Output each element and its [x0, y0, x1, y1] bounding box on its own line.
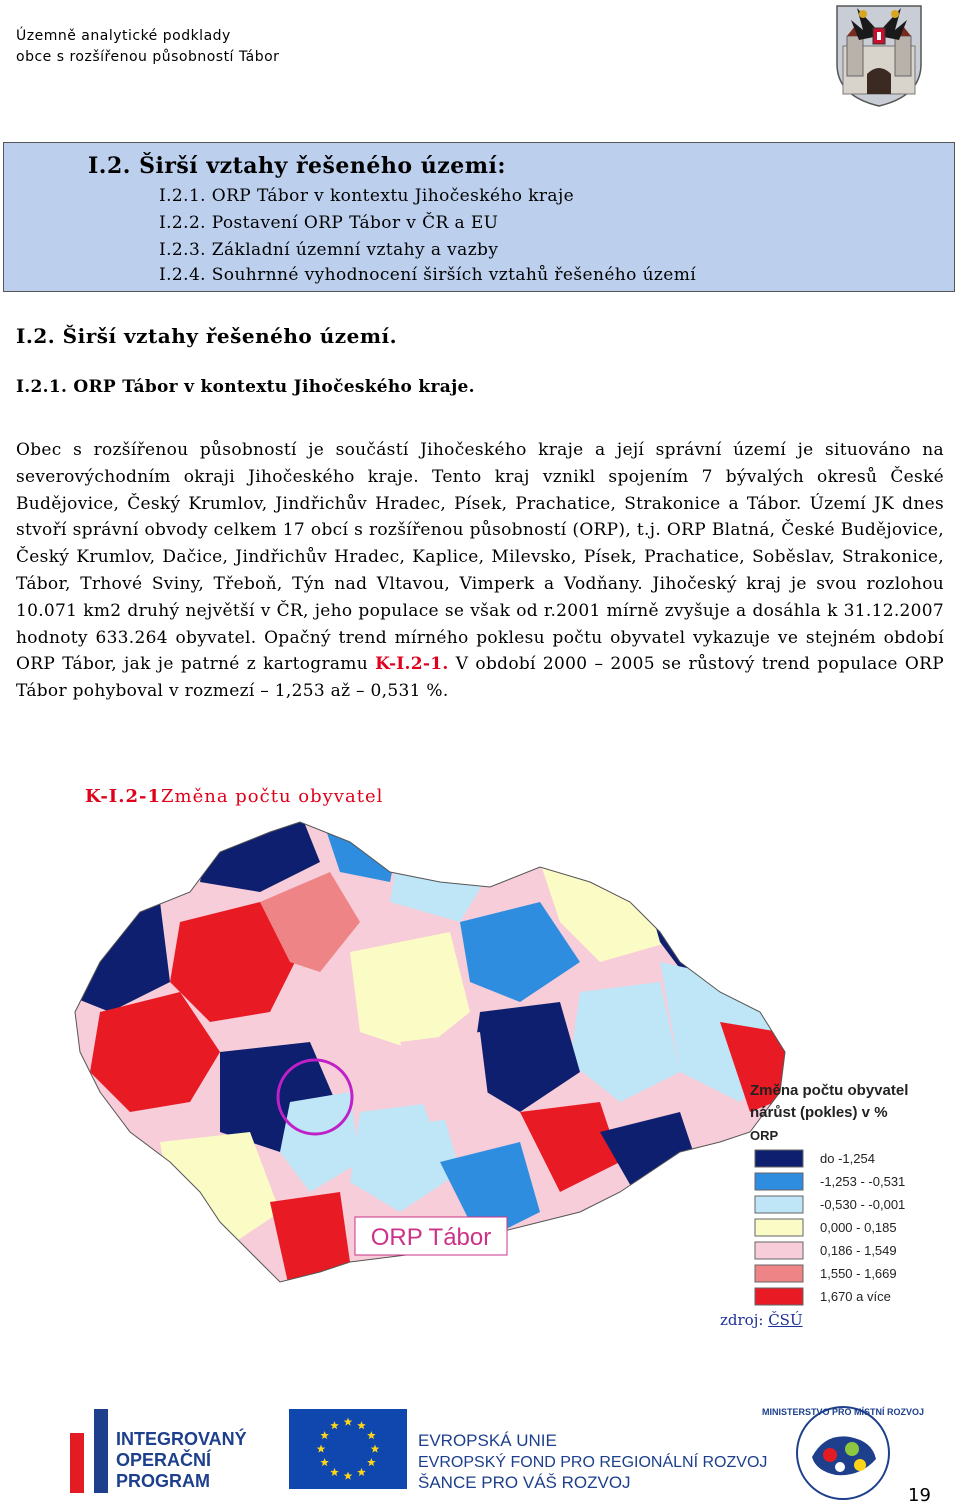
legend-label: 0,000 - 0,185: [820, 1220, 897, 1235]
figure-title: Změna počtu obyvatel: [161, 786, 384, 807]
legend-swatch: [755, 1219, 803, 1236]
table-of-contents-box: [3, 142, 955, 292]
orp-tabor-label: ORP Tábor: [370, 1224, 492, 1251]
legend-swatch: [755, 1265, 803, 1282]
cartogram-reference: K-I.2-1.: [375, 654, 449, 675]
legend-subtitle: ORP: [750, 1128, 779, 1143]
figure-caption: [85, 786, 383, 807]
eu-text: EVROPSKÁ UNIE: [418, 1431, 557, 1450]
legend-swatch: [755, 1173, 803, 1190]
iop-text: INTEGROVANÝ: [116, 1429, 247, 1449]
toc-title: I.2. Širší vztahy řešeného území:: [88, 153, 506, 179]
paragraph-text: Obec s rozšířenou působností je součástí Jihočeského kraje a její správní území je situováno na severovýchodním okraji Jihočeského kraje. Tento kraj vznikl spojením 7 bývalých okresů České Budějovice, Český Krumlov, Jindřichův Hradec, Písek, Prachatice, Strakonice a Tábor. Území JK dnes stvoří správní obvody celkem 17 obcí s rozšířenou působností (ORP), t.j. ORP Blatná, České Budějovice, Český Krumlov, Dačice, Jindřichův Hradec, Kaplice, Milevsko, Písek, Prachatice, Soběslav, Strakonice, Tábor, Trhové Sviny, Třeboň, Týn nad Vltavou, Vimperk a Vodňany. Jihočeský kraj je svou rozlohou 10.071 km2 druhý největší v ČR, jeho populace se však od r.2001 mírně zvyšuje a dosáhla k 31.12.2007 hodnoty 633.264 obyvatel. Opačný trend mírného poklesu počtu obyvatel vykazuje ve stejném období ORP Tábor, jak je patrné z kartogramu: [16, 440, 944, 675]
legend-title: nárůst (pokles) v %: [750, 1104, 888, 1121]
running-header: [16, 26, 279, 68]
toc-item: I.2.3. Základní územní vztahy a vazby: [159, 240, 499, 260]
legend-swatch: [755, 1150, 803, 1167]
legend-swatch: [755, 1242, 803, 1259]
population-change-cartogram: [20, 812, 910, 1317]
ministry-logo-icon: [762, 1407, 924, 1499]
figure-code: K-I.2-1: [85, 786, 162, 807]
toc-item: I.2.1. ORP Tábor v kontextu Jihočeského kraje: [159, 186, 575, 206]
subsection-heading: I.2.1. ORP Tábor v kontextu Jihočeského kraje.: [16, 377, 475, 397]
body-paragraph: [16, 437, 944, 705]
iop-logo: [70, 1409, 247, 1493]
section-heading: I.2. Širší vztahy řešeného území.: [16, 324, 398, 348]
iop-text: PROGRAM: [116, 1471, 210, 1491]
legend-label: -1,253 - -0,531: [820, 1174, 906, 1189]
legend-swatch: [755, 1288, 803, 1305]
legend-label: -0,530 - -0,001: [820, 1197, 906, 1212]
header-line-2: obce s rozšířenou působností Tábor: [16, 49, 280, 65]
source-prefix: zdroj:: [720, 1311, 769, 1329]
iop-text: OPERAČNÍ: [116, 1450, 212, 1470]
eu-flag-icon: [289, 1409, 407, 1489]
page-number: 19: [908, 1485, 931, 1506]
legend-title: Změna počtu obyvatel: [750, 1082, 909, 1099]
toc-item: I.2.4. Souhrnné vyhodnocení širších vztahů řešeného území: [159, 265, 697, 285]
ministry-text: MINISTERSTVO PRO MÍSTNÍ ROZVOJ: [761, 1407, 925, 1417]
legend-label: 1,550 - 1,669: [820, 1266, 897, 1281]
eu-text: ŠANCE PRO VÁŠ ROZVOJ: [418, 1473, 631, 1492]
map-legend: [750, 1082, 908, 1305]
source-link[interactable]: ČSÚ: [768, 1311, 803, 1329]
toc-item: I.2.2. Postavení ORP Tábor v ČR a EU: [159, 213, 499, 233]
paragraph-text: V období 2000 – 2005 se růstový trend populace ORP Tábor pohyboval v rozmezí – 1,253 až – 0,531 %.: [16, 654, 944, 702]
legend-label: 0,186 - 1,549: [820, 1243, 897, 1258]
legend-label: do -1,254: [820, 1151, 875, 1166]
legend-swatch: [755, 1196, 803, 1213]
eu-text: EVROPSKÝ FOND PRO REGIONÁLNÍ ROZVOJ: [418, 1454, 768, 1471]
tabor-coat-of-arms-icon: [833, 2, 925, 108]
footer-logos: [0, 1395, 960, 1507]
legend-label: 1,670 a více: [820, 1289, 891, 1304]
header-line-1: Územně analytické podklady: [16, 28, 231, 44]
figure-source: [720, 1311, 803, 1329]
